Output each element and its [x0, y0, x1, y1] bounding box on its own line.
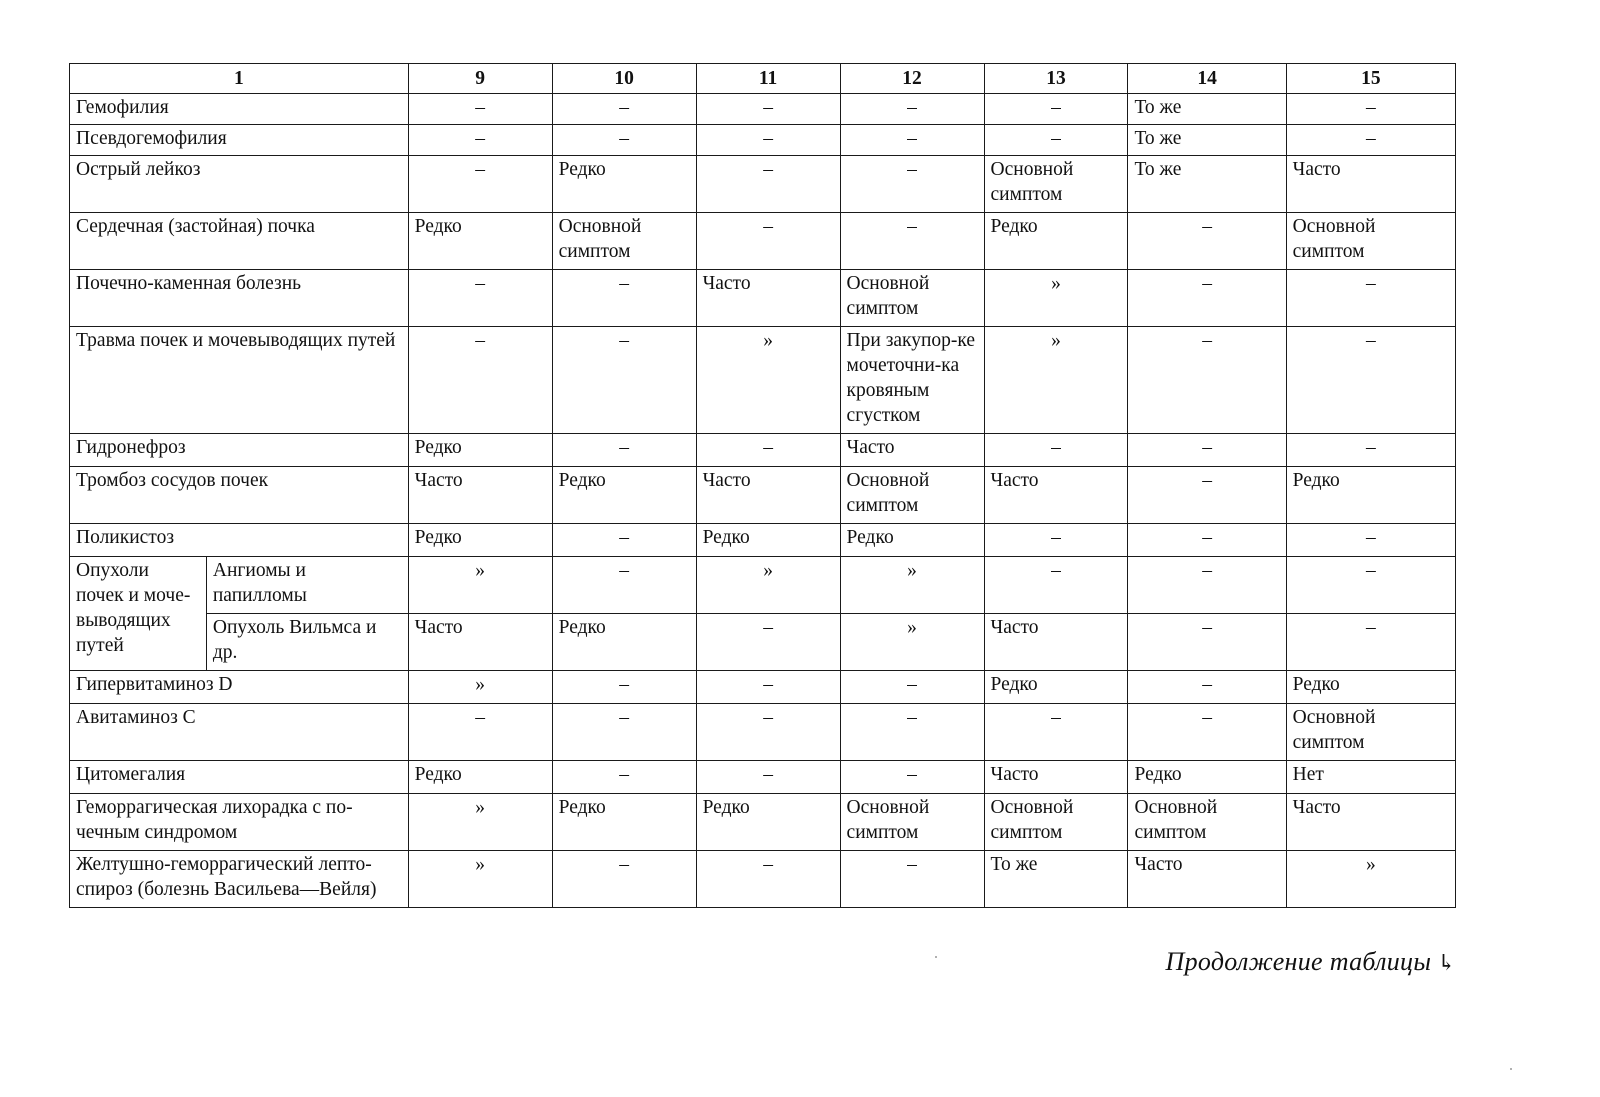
- table-cell: –: [696, 704, 840, 761]
- row-label: Поликистоз: [70, 524, 409, 557]
- row-label: Опухоль Вильмса и др.: [206, 614, 408, 671]
- table-cell: –: [408, 156, 552, 213]
- table-cell: »: [408, 851, 552, 908]
- table-cell: То же: [984, 851, 1128, 908]
- table-cell: Редко: [984, 671, 1128, 704]
- table-cell: –: [1128, 213, 1286, 270]
- row-label: Сердечная (застойная) почка: [70, 213, 409, 270]
- table-cell: –: [552, 557, 696, 614]
- table-cell: Редко: [408, 524, 552, 557]
- row-label: Авитаминоз C: [70, 704, 409, 761]
- table-cell: Редко: [984, 213, 1128, 270]
- table-cell: –: [840, 671, 984, 704]
- table-row: [70, 704, 1456, 761]
- table-cell: –: [1128, 467, 1286, 524]
- table-cell: Часто: [408, 614, 552, 671]
- table-cell: Основной симптом: [552, 213, 696, 270]
- table-header-row: [70, 64, 1456, 94]
- table-cell: Редко: [696, 794, 840, 851]
- table-body: [70, 94, 1456, 908]
- table-cell: –: [1128, 704, 1286, 761]
- table-cell: –: [552, 434, 696, 467]
- table-cell: –: [696, 671, 840, 704]
- table-cell: –: [408, 704, 552, 761]
- table-cell: –: [552, 125, 696, 156]
- table-row: [70, 614, 1456, 671]
- table-cell: Часто: [408, 467, 552, 524]
- table-cell: Редко: [552, 794, 696, 851]
- curved-arrow-icon: ↳: [1437, 950, 1456, 975]
- table-cell: –: [840, 704, 984, 761]
- continuation-note: [1166, 947, 1457, 977]
- table-cell: –: [1286, 524, 1455, 557]
- row-label: Желтушно-геморрагический лепто-спироз (болезнь Васильева—Вейля): [70, 851, 409, 908]
- table-cell: –: [1286, 557, 1455, 614]
- table-cell: –: [1286, 125, 1455, 156]
- table-cell: »: [984, 327, 1128, 434]
- table-cell: »: [840, 557, 984, 614]
- table-cell: –: [552, 524, 696, 557]
- row-label: Гемофилия: [70, 94, 409, 125]
- symptoms-table: [69, 63, 1456, 908]
- table-cell: –: [840, 125, 984, 156]
- table-row: [70, 125, 1456, 156]
- table-cell: То же: [1128, 156, 1286, 213]
- table-cell: –: [1128, 327, 1286, 434]
- table-cell: –: [840, 761, 984, 794]
- table-cell: Часто: [1128, 851, 1286, 908]
- row-label: Травма почек и мочевыводящих путей: [70, 327, 409, 434]
- table-row: [70, 270, 1456, 327]
- table-cell: »: [1286, 851, 1455, 908]
- table-cell: Редко: [1128, 761, 1286, 794]
- row-label: Гидронефроз: [70, 434, 409, 467]
- column-header: 10: [552, 64, 696, 94]
- table-cell: –: [1286, 614, 1455, 671]
- row-label: Гипервитаминоз D: [70, 671, 409, 704]
- table-cell: Часто: [696, 467, 840, 524]
- table-cell: –: [984, 524, 1128, 557]
- row-label: Острый лейкоз: [70, 156, 409, 213]
- table-cell: –: [552, 704, 696, 761]
- table-row: [70, 761, 1456, 794]
- table-row: [70, 327, 1456, 434]
- table-cell: –: [552, 851, 696, 908]
- row-label: Геморрагическая лихорадка с по-чечным синдромом: [70, 794, 409, 851]
- table-cell: Редко: [552, 156, 696, 213]
- table-cell: При закупор-ке мочеточни-ка кровяным сгустком: [840, 327, 984, 434]
- row-label: Почечно-каменная болезнь: [70, 270, 409, 327]
- table-cell: Часто: [1286, 156, 1455, 213]
- table-cell: –: [552, 671, 696, 704]
- row-label: Цитомегалия: [70, 761, 409, 794]
- table-cell: –: [552, 270, 696, 327]
- table-row: [70, 671, 1456, 704]
- column-header: 1: [70, 64, 409, 94]
- table-cell: »: [696, 557, 840, 614]
- table-cell: Часто: [696, 270, 840, 327]
- row-label: Тромбоз сосудов почек: [70, 467, 409, 524]
- table-cell: Редко: [1286, 671, 1455, 704]
- table-cell: Часто: [984, 761, 1128, 794]
- table-cell: То же: [1128, 125, 1286, 156]
- table-cell: »: [984, 270, 1128, 327]
- table-cell: –: [696, 434, 840, 467]
- scan-speck: [935, 956, 937, 958]
- table-cell: –: [1128, 434, 1286, 467]
- table-cell: Основной симптом: [984, 156, 1128, 213]
- table-row: [70, 434, 1456, 467]
- column-header: 15: [1286, 64, 1455, 94]
- table-cell: –: [984, 557, 1128, 614]
- table-cell: Часто: [984, 467, 1128, 524]
- table-cell: Редко: [1286, 467, 1455, 524]
- table-cell: Нет: [1286, 761, 1455, 794]
- table-cell: Часто: [984, 614, 1128, 671]
- table-cell: –: [696, 761, 840, 794]
- table-cell: Редко: [552, 614, 696, 671]
- table-cell: »: [408, 557, 552, 614]
- table-row: [70, 467, 1456, 524]
- table-row: [70, 524, 1456, 557]
- column-header: 11: [696, 64, 840, 94]
- table-cell: Редко: [552, 467, 696, 524]
- table-cell: Редко: [696, 524, 840, 557]
- table-cell: Основной симптом: [840, 270, 984, 327]
- column-header: 9: [408, 64, 552, 94]
- table-cell: –: [984, 434, 1128, 467]
- table-cell: –: [1286, 270, 1455, 327]
- table-cell: –: [1128, 671, 1286, 704]
- column-header: 14: [1128, 64, 1286, 94]
- table-cell: –: [1286, 327, 1455, 434]
- table-cell: »: [696, 327, 840, 434]
- table-cell: –: [984, 125, 1128, 156]
- table-cell: –: [1128, 614, 1286, 671]
- table-row: [70, 156, 1456, 213]
- table-cell: –: [696, 851, 840, 908]
- table-cell: –: [408, 125, 552, 156]
- table-cell: Основной симптом: [1286, 213, 1455, 270]
- table-cell: »: [408, 794, 552, 851]
- column-header: 13: [984, 64, 1128, 94]
- table-cell: Редко: [840, 524, 984, 557]
- table-cell: –: [1128, 270, 1286, 327]
- table-cell: Редко: [408, 434, 552, 467]
- table-cell: –: [840, 851, 984, 908]
- table-cell: –: [696, 614, 840, 671]
- table-cell: »: [840, 614, 984, 671]
- table-cell: –: [840, 213, 984, 270]
- row-group-label: Опухоли почек и моче-выводящих путей: [70, 557, 207, 671]
- table-cell: »: [408, 671, 552, 704]
- continuation-text: Продолжение таблицы: [1165, 947, 1432, 976]
- table-cell: –: [408, 327, 552, 434]
- table-row: [70, 213, 1456, 270]
- table-cell: –: [984, 704, 1128, 761]
- table-cell: –: [840, 156, 984, 213]
- table-cell: –: [1286, 94, 1455, 125]
- table-cell: Часто: [1286, 794, 1455, 851]
- table-cell: –: [408, 94, 552, 125]
- table-row: [70, 851, 1456, 908]
- column-header: 12: [840, 64, 984, 94]
- table-cell: Основной симптом: [840, 467, 984, 524]
- table-cell: Редко: [408, 213, 552, 270]
- table-cell: –: [1128, 524, 1286, 557]
- table-cell: –: [696, 213, 840, 270]
- table-cell: –: [984, 94, 1128, 125]
- table-cell: Основной симптом: [840, 794, 984, 851]
- table-cell: Редко: [408, 761, 552, 794]
- table-cell: –: [552, 761, 696, 794]
- table-cell: –: [408, 270, 552, 327]
- table-row: [70, 94, 1456, 125]
- table-cell: –: [840, 94, 984, 125]
- table-row: [70, 557, 1456, 614]
- row-label: Ангиомы и папилломы: [206, 557, 408, 614]
- row-label: Псевдогемофилия: [70, 125, 409, 156]
- table-cell: –: [696, 156, 840, 213]
- table-cell: –: [696, 125, 840, 156]
- table-cell: Часто: [840, 434, 984, 467]
- table-cell: Основной симптом: [1128, 794, 1286, 851]
- table-cell: То же: [1128, 94, 1286, 125]
- table-cell: –: [696, 94, 840, 125]
- table-cell: –: [1286, 434, 1455, 467]
- table-cell: –: [1128, 557, 1286, 614]
- table-cell: –: [552, 327, 696, 434]
- scan-speck: [1510, 1068, 1512, 1070]
- table-cell: Основной симптом: [984, 794, 1128, 851]
- table-cell: –: [552, 94, 696, 125]
- table-cell: Основной симптом: [1286, 704, 1455, 761]
- table-row: [70, 794, 1456, 851]
